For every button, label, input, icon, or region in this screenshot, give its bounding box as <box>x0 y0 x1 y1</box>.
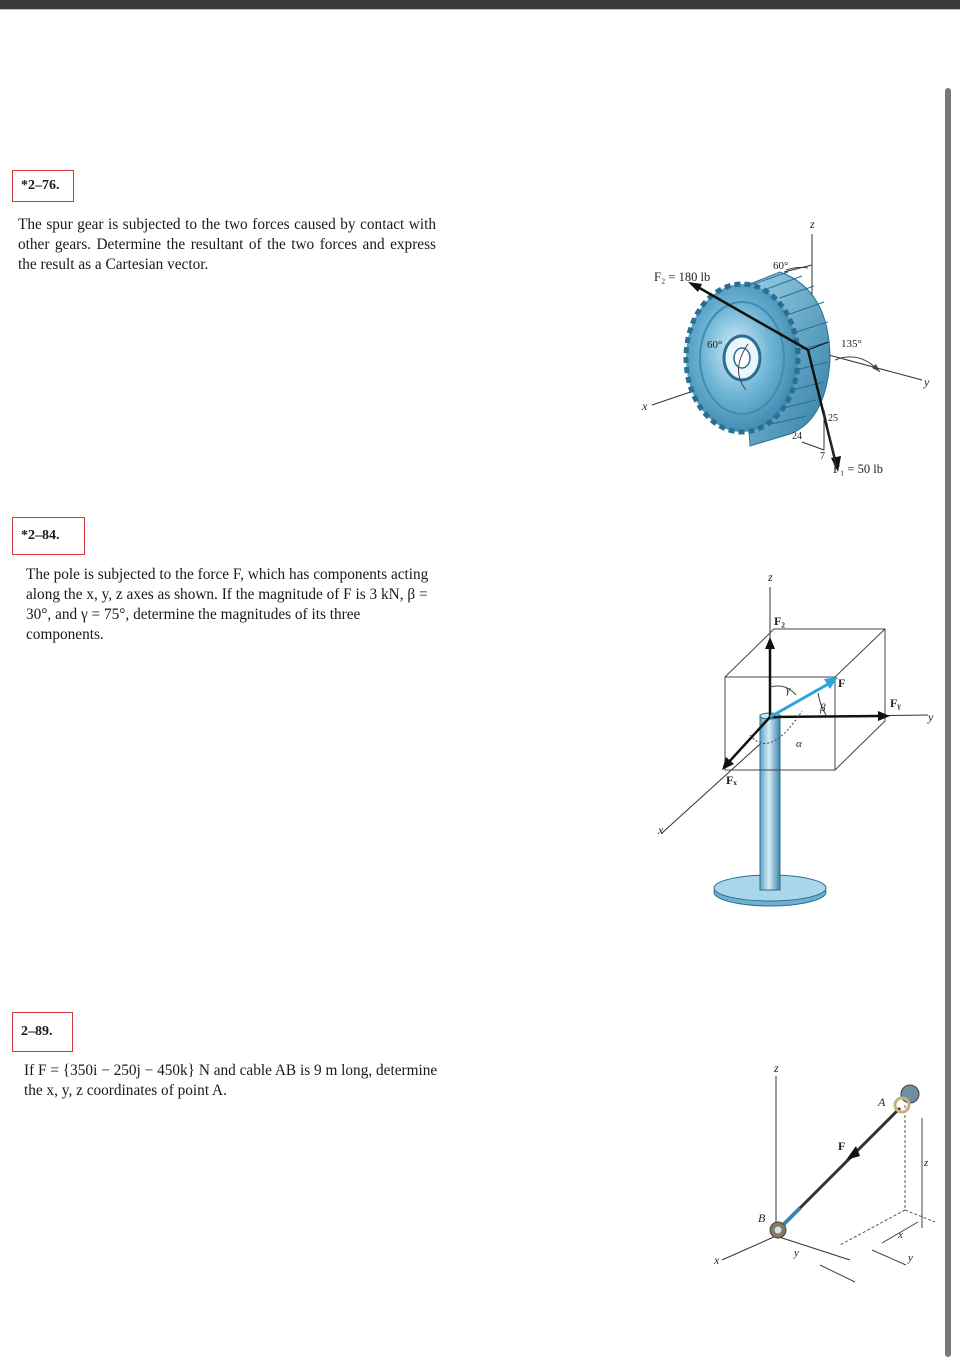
point-b-label: B <box>758 1211 766 1225</box>
dim-y-label: y <box>794 1247 799 1259</box>
problem-text: The spur gear is subjected to the two forces caused by contact with other gears. Determine the resultant of the two forces and express the result as a Cartesian vector. <box>18 216 436 273</box>
f-label: F <box>838 676 846 690</box>
fy-vector <box>770 716 880 717</box>
y-axis-label: y <box>924 375 930 389</box>
fx-label: Fₓ <box>726 773 737 787</box>
anchor-a-ring <box>895 1098 909 1112</box>
problem-number: 2–89. <box>12 1012 73 1052</box>
beta-label: β <box>820 702 826 714</box>
y-axis-line <box>776 1236 850 1260</box>
dimension-lines <box>820 1118 922 1282</box>
dim-25-label: 25 <box>828 413 838 424</box>
gear-bore <box>734 348 750 368</box>
x-axis-line <box>722 1236 776 1260</box>
alpha-label: α <box>796 738 802 750</box>
x-axis-line <box>662 735 770 833</box>
x-axis-label: x <box>658 823 664 837</box>
anchor-b-eye <box>775 1227 782 1234</box>
dim-7-label: 7 <box>820 451 825 462</box>
top-bar <box>0 0 960 9</box>
dim-24-label: 24 <box>792 431 802 442</box>
component-box <box>725 629 885 770</box>
dim-x-label: x <box>898 1229 903 1241</box>
fy-label: Fᵧ <box>890 696 901 710</box>
cable-figure <box>700 1060 945 1285</box>
z-axis-label: z <box>774 1061 779 1075</box>
top-angle-label: 60° <box>773 260 789 272</box>
f-arrowhead <box>824 677 838 689</box>
y-axis-label: y <box>928 710 934 724</box>
gamma-label: γ <box>786 684 791 696</box>
top-bar-divider <box>0 9 960 10</box>
z-axis-label: z <box>810 217 815 231</box>
problem-text: The pole is subjected to the force F, which has components acting along the x, y, z axes as shown. If the magnitude of F is 3 kN, β = 30°, and γ = 75°, determine the magnitudes of its three components. <box>26 566 429 643</box>
dim-z-label: z <box>924 1157 929 1169</box>
problem-number: *2–84. <box>12 517 85 555</box>
f1-label: F₁ = 50 lb <box>833 462 883 476</box>
fz-arrowhead <box>765 637 775 649</box>
construction-lines <box>840 1105 935 1245</box>
problem-number: *2–76. <box>12 170 74 202</box>
f2-label: F₂ = 180 lb <box>654 270 711 284</box>
side-angle-arc <box>835 357 880 372</box>
z-axis-label: z <box>768 570 773 584</box>
x-axis-label: x <box>642 399 648 413</box>
x-axis-label: x <box>714 1253 720 1267</box>
gamma-arc <box>770 686 796 695</box>
face-angle-label: 60° <box>707 339 723 351</box>
dim-y2-label: y <box>908 1252 913 1264</box>
pole <box>760 715 780 890</box>
spur-gear-figure <box>630 210 930 500</box>
force-label: F <box>838 1139 846 1153</box>
scrollbar[interactable] <box>945 88 951 1357</box>
anchor-a-plate <box>901 1085 919 1103</box>
pole-figure <box>640 565 940 920</box>
fz-label: F₂ <box>774 614 785 628</box>
problem-text: If F = {350i − 250j − 450k} N and cable AB is 9 m long, determine the x, y, z coordinates of point A. <box>24 1062 438 1099</box>
cable-turnbuckle <box>782 1208 800 1226</box>
fy-arrowhead <box>878 711 890 721</box>
side-angle-label: 135° <box>841 338 862 350</box>
point-a-label: A <box>878 1095 886 1109</box>
